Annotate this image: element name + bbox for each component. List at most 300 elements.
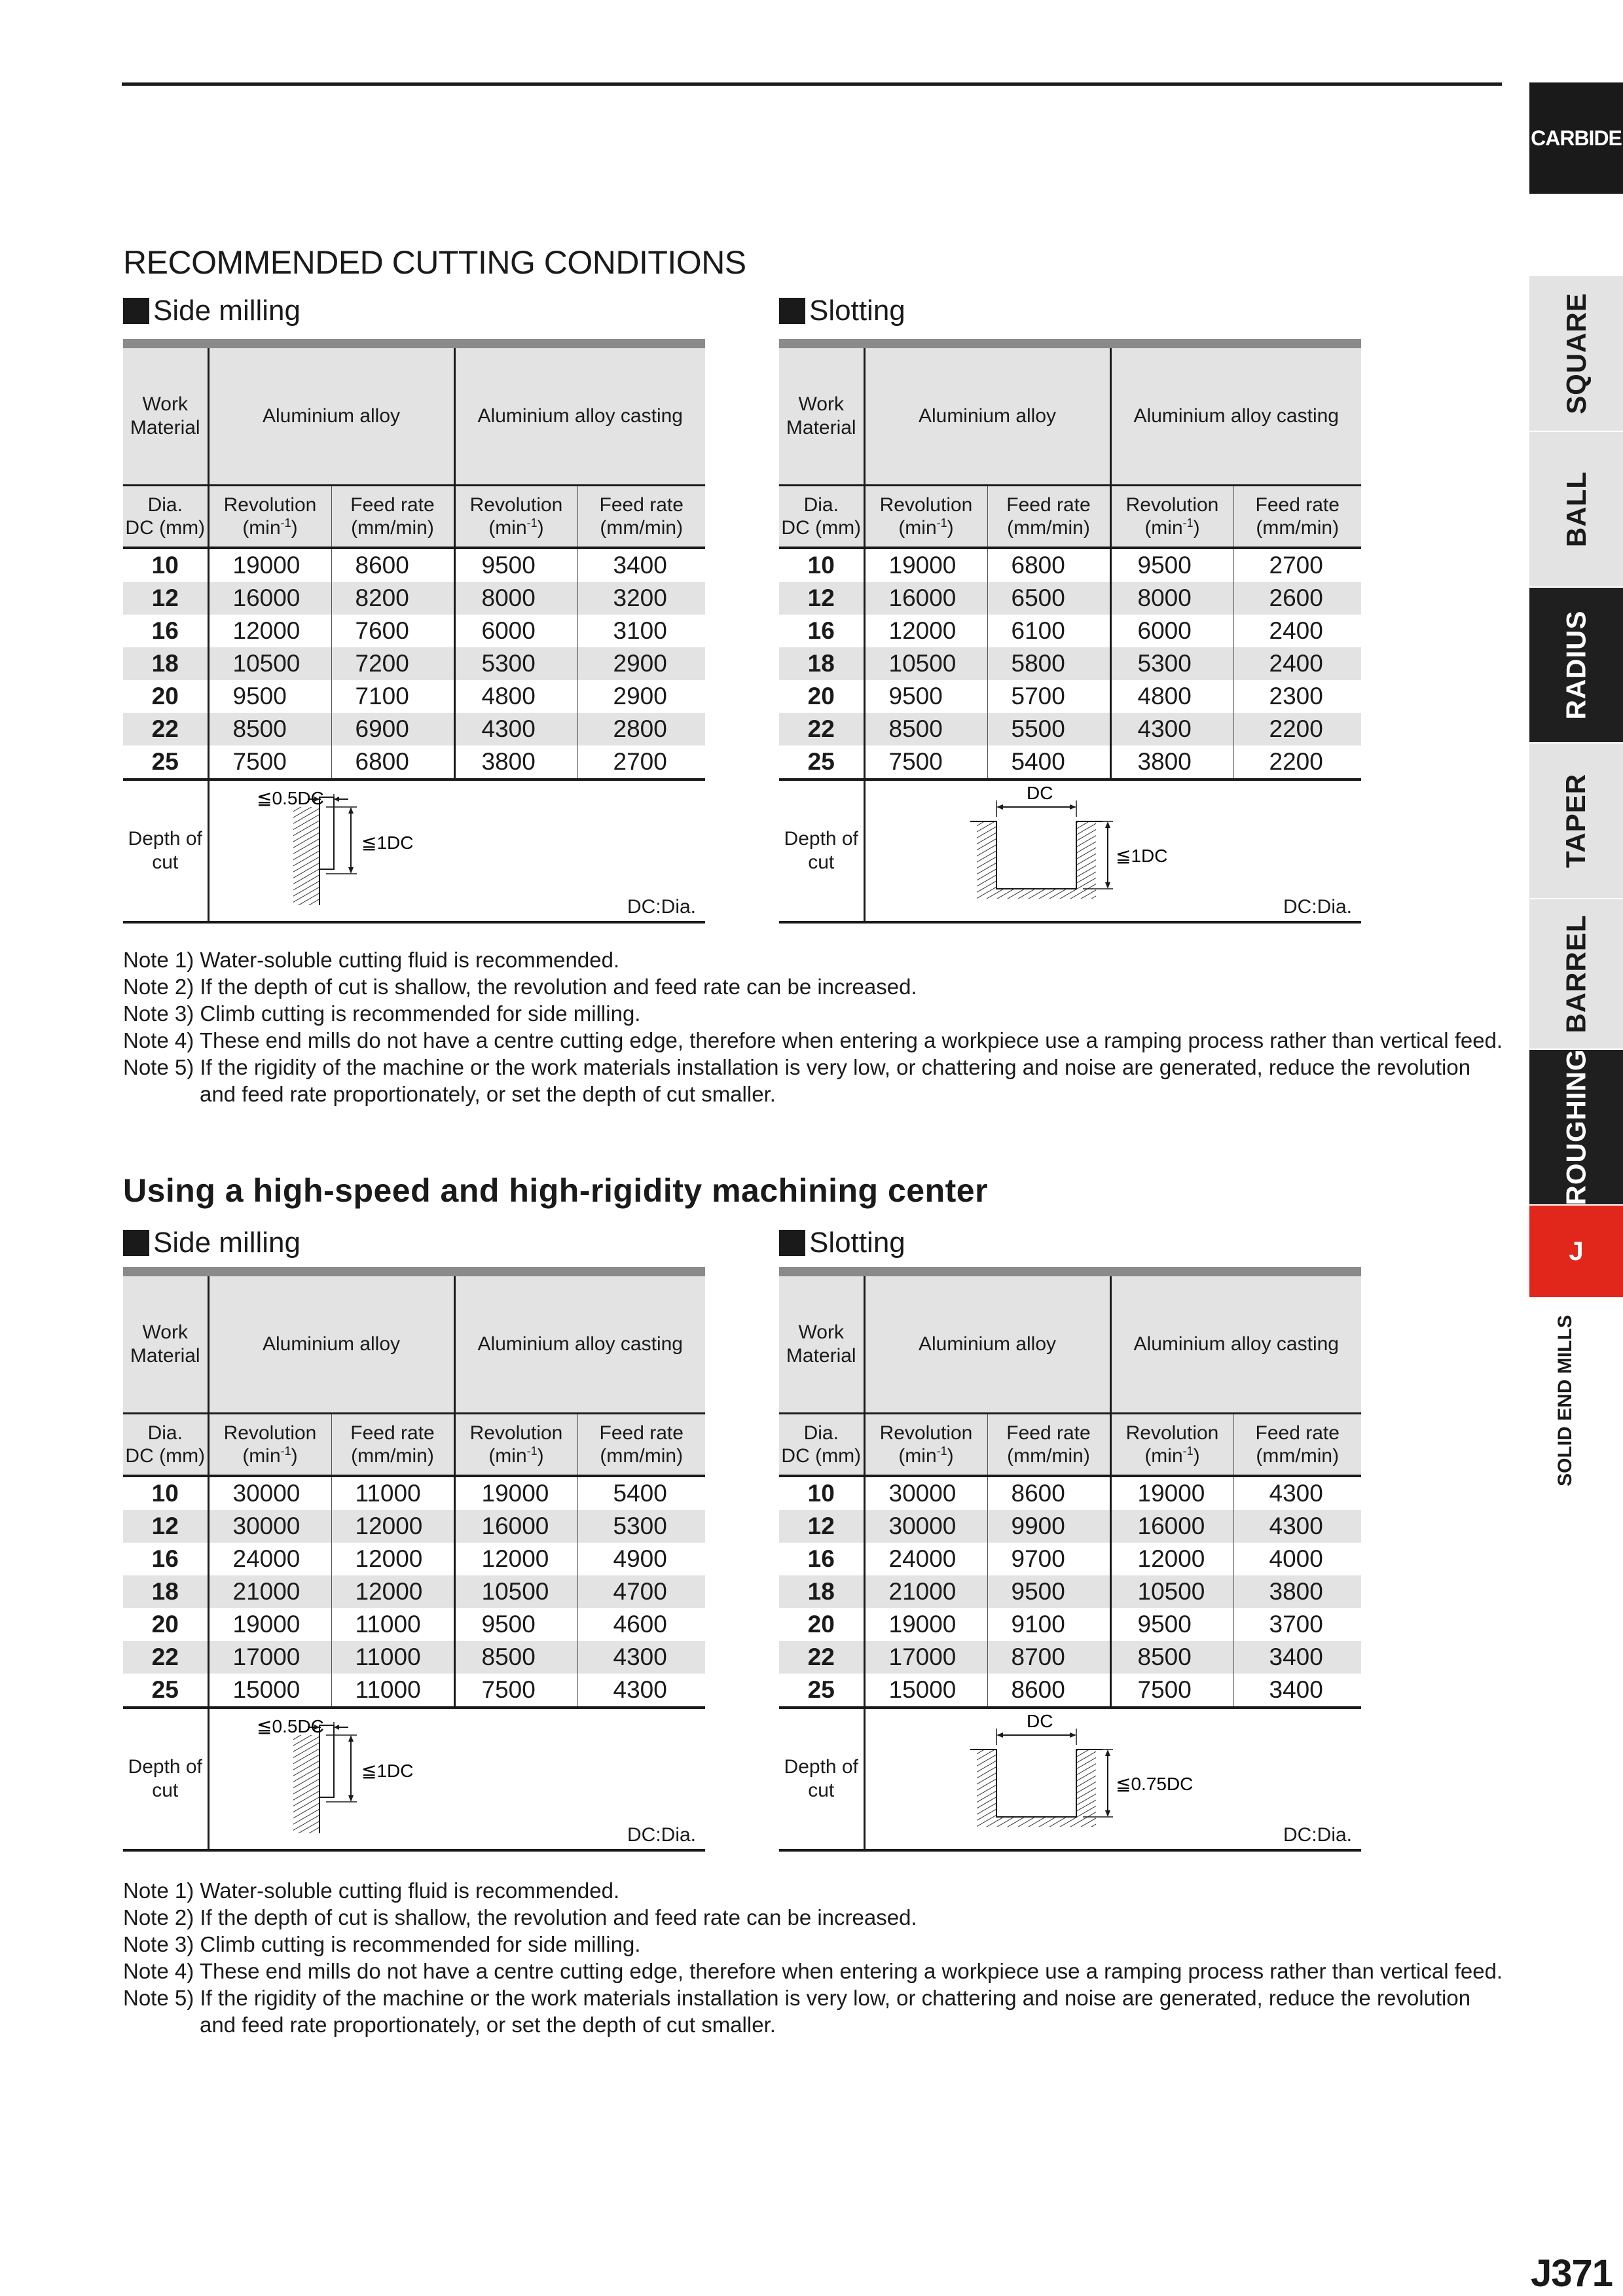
- dc-dia-legend: DC:Dia.: [627, 896, 696, 918]
- dc-dia-legend: DC:Dia.: [627, 1824, 696, 1846]
- dia-cell: 10: [807, 1480, 835, 1507]
- aluminium-alloy-casting-header: Aluminium alloy casting: [1110, 1276, 1361, 1414]
- feed-rate-cell: 2200: [1233, 713, 1361, 745]
- revolution-cell: 15000: [208, 1674, 331, 1708]
- dia-cell: 12: [123, 1510, 208, 1543]
- subtitle-text: Side milling: [153, 1227, 301, 1259]
- work-material-line2: Material: [786, 1345, 856, 1367]
- table-row: [123, 1575, 705, 1608]
- tab-square-label: SQUARE: [1560, 293, 1592, 414]
- work-material-line1: Work: [798, 393, 844, 415]
- column-header-row: [123, 1414, 705, 1477]
- revolution-label: Revolution: [223, 494, 317, 516]
- revolution-header: [1110, 486, 1233, 548]
- feed-rate-cell: 8700: [987, 1641, 1110, 1674]
- revolution-cell: 10500: [208, 647, 331, 680]
- feed-rate-cell: 5700: [987, 680, 1110, 713]
- dia-cell: 12: [779, 1510, 864, 1543]
- feed-rate-cell: 8600: [987, 1674, 1110, 1708]
- feed-rate-cell: 2400: [1233, 647, 1361, 680]
- revolution-cell: 9500: [454, 1608, 577, 1641]
- feed-rate-cell: 5500: [987, 713, 1110, 745]
- feed-rate-cell: 7200: [331, 647, 454, 680]
- feed-rate-unit: (mm/min): [351, 1445, 434, 1467]
- dia-cell: 20: [151, 1611, 179, 1638]
- table-row: [123, 1543, 705, 1575]
- feed-rate-cell: 11000: [331, 1476, 454, 1510]
- revolution-cell: 8000: [1110, 582, 1233, 615]
- feed-rate-cell: 4300: [577, 1641, 705, 1674]
- dia-cell: 22: [123, 1641, 208, 1674]
- feed-rate-cell: 3700: [1233, 1608, 1361, 1641]
- revolution-cell: 17000: [208, 1641, 331, 1674]
- dia-label: Dia.: [147, 494, 183, 516]
- dia-cell: 25: [123, 1674, 208, 1708]
- feed-rate-header: [331, 486, 454, 548]
- table-row: [123, 1674, 705, 1708]
- table-row: [779, 582, 1361, 615]
- section2-left-subtitle: [123, 1227, 301, 1259]
- note-2: Note 2) If the depth of cut is shallow, the revolution and feed rate can be increased.: [123, 1905, 917, 1929]
- aluminium-alloy-header: Aluminium alloy: [864, 1276, 1110, 1414]
- dia-cell: 12: [779, 582, 864, 615]
- section2-right-subtitle: [779, 1227, 905, 1259]
- revolution-cell: 3800: [454, 745, 577, 780]
- tab-radius-label: RADIUS: [1560, 610, 1592, 720]
- slotting-depth-diagram: [866, 781, 1232, 915]
- feed-rate-cell: 2900: [577, 680, 705, 713]
- page-number: J371: [1530, 2252, 1613, 2295]
- feed-rate-cell: 3100: [577, 615, 705, 647]
- depth-of-cut-label: [123, 1708, 208, 1850]
- column-header-row: [779, 1414, 1361, 1477]
- tab-j-active[interactable]: [1529, 1206, 1623, 1297]
- table-row: [779, 615, 1361, 647]
- work-material-line1: Work: [798, 1321, 844, 1343]
- tab-barrel-label: BARREL: [1560, 914, 1592, 1033]
- revolution-cell: 12000: [864, 615, 987, 647]
- note-5-continued: and feed rate proportionately, or set the depth of cut smaller.: [200, 2013, 776, 2037]
- feed-rate-label: Feed rate: [1006, 1422, 1091, 1444]
- section-label: [1529, 1302, 1601, 1499]
- table-row: [779, 680, 1361, 713]
- revolution-unit-exp: -1: [526, 1444, 538, 1458]
- note-3: Note 3) Climb cutting is recommended for side milling.: [123, 1001, 641, 1026]
- feed-rate-cell: 12000: [331, 1510, 454, 1543]
- feed-rate-cell: 2700: [577, 745, 705, 780]
- revolution-cell: 6000: [1110, 615, 1233, 647]
- revolution-unit: (min: [898, 1445, 937, 1467]
- feed-rate-cell: 9100: [987, 1608, 1110, 1641]
- feed-rate-cell: 8600: [987, 1476, 1110, 1510]
- dia-cell: 22: [779, 1641, 864, 1674]
- section1-right-subtitle: [779, 295, 905, 327]
- feed-rate-cell: 5800: [987, 647, 1110, 680]
- square-bullet-icon: [123, 1230, 149, 1256]
- dia-label: Dia.: [803, 494, 839, 516]
- tab-roughing-label: ROUGHING: [1560, 1049, 1592, 1206]
- feed-rate-unit: (mm/min): [351, 517, 434, 539]
- revolution-cell: 16000: [454, 1510, 577, 1543]
- revolution-cell: 10500: [1110, 1575, 1233, 1608]
- dc-dia-legend: DC:Dia.: [1283, 896, 1352, 918]
- feed-rate-cell: 6900: [331, 713, 454, 745]
- feed-rate-cell: 2300: [1233, 680, 1361, 713]
- note-3: Note 3) Climb cutting is recommended for side milling.: [123, 1932, 641, 1956]
- revolution-header: [454, 1414, 577, 1477]
- tab-ball[interactable]: [1529, 432, 1623, 586]
- top-rule: [122, 82, 1502, 86]
- dia-cell: 20: [807, 1611, 835, 1638]
- dia-cell: 18: [123, 1575, 208, 1608]
- feed-rate-cell: 2200: [1233, 745, 1361, 780]
- feed-rate-cell: 2600: [1233, 582, 1361, 615]
- feed-rate-cell: 3200: [577, 582, 705, 615]
- revolution-cell: 10500: [864, 647, 987, 680]
- table-row: [123, 713, 705, 745]
- tab-radius[interactable]: [1529, 588, 1623, 742]
- notes-2: [123, 1877, 1503, 2038]
- revolution-header: [864, 486, 987, 548]
- depth-of-cut-figure: [208, 1708, 705, 1850]
- table-row: [123, 680, 705, 713]
- work-material-line2: Material: [130, 417, 200, 439]
- revolution-unit-exp: -1: [1182, 1444, 1194, 1458]
- revolution-unit-close: ): [947, 1445, 954, 1467]
- tab-j-label: J: [1569, 1236, 1584, 1266]
- note-1: Note 1) Water-soluble cutting fluid is recommended.: [123, 1878, 620, 1903]
- table-row: [779, 1608, 1361, 1641]
- work-material-header: [779, 348, 864, 486]
- revolution-cell: 30000: [208, 1476, 331, 1510]
- feed-rate-cell: 4300: [577, 1674, 705, 1708]
- revolution-cell: 12000: [454, 1543, 577, 1575]
- table-row: [123, 647, 705, 680]
- revolution-unit-exp: -1: [526, 516, 538, 529]
- revolution-cell: 7500: [1110, 1674, 1233, 1708]
- feed-rate-cell: 4700: [577, 1575, 705, 1608]
- revolution-label: Revolution: [879, 1422, 973, 1444]
- revolution-unit-exp: -1: [1182, 516, 1194, 529]
- revolution-cell: 30000: [864, 1476, 987, 1510]
- revolution-cell: 12000: [208, 615, 331, 647]
- feed-rate-cell: 11000: [331, 1641, 454, 1674]
- feed-rate-cell: 4300: [1233, 1510, 1361, 1543]
- dia-cell: 20: [807, 683, 835, 709]
- note-4: Note 4) These end mills do not have a centre cutting edge, therefore when entering a workpiece use a ramping process rather than vertical feed.: [123, 1959, 1503, 1983]
- work-material-header: [779, 1276, 864, 1414]
- feed-rate-cell: 3400: [1233, 1674, 1361, 1708]
- feed-rate-cell: 7100: [331, 680, 454, 713]
- aluminium-alloy-header: Aluminium alloy: [208, 348, 454, 486]
- aluminium-alloy-casting-header: Aluminium alloy casting: [454, 348, 705, 486]
- revolution-unit-close: ): [537, 517, 544, 539]
- feed-rate-header: [987, 1414, 1110, 1477]
- revolution-cell: 12000: [1110, 1543, 1233, 1575]
- revolution-cell: 24000: [208, 1543, 331, 1575]
- dc-mm-label: DC (mm): [125, 1445, 206, 1467]
- dia-cell: 20: [151, 683, 179, 709]
- revolution-header: [864, 1414, 987, 1477]
- section1-left-subtitle: [123, 295, 301, 327]
- table-row: [123, 745, 705, 780]
- work-material-line2: Material: [786, 417, 856, 439]
- revolution-header: [208, 1414, 331, 1477]
- revolution-header: [454, 486, 577, 548]
- revolution-cell: 8500: [454, 1641, 577, 1674]
- feed-rate-unit: (mm/min): [600, 517, 684, 539]
- revolution-unit: (min: [488, 517, 527, 539]
- table-row: [779, 548, 1361, 582]
- depth-of-cut-label: [779, 780, 864, 922]
- workpiece-hatch: [293, 1735, 319, 1833]
- depth-of-cut-row: [779, 780, 1361, 922]
- table-side-milling-1: [123, 339, 705, 924]
- revolution-cell: 8500: [1110, 1641, 1233, 1674]
- feed-rate-unit: (mm/min): [1007, 517, 1090, 539]
- feed-rate-header: [987, 486, 1110, 548]
- top-dim-label: DC: [1026, 783, 1053, 803]
- revolution-cell: 5300: [1110, 647, 1233, 680]
- revolution-cell: 10500: [454, 1575, 577, 1608]
- feed-rate-cell: 6800: [331, 745, 454, 780]
- feed-rate-cell: 3800: [1233, 1575, 1361, 1608]
- revolution-cell: 4300: [454, 713, 577, 745]
- feed-rate-cell: 2800: [577, 713, 705, 745]
- revolution-cell: 17000: [864, 1641, 987, 1674]
- revolution-cell: 9500: [864, 680, 987, 713]
- column-header-row: [779, 486, 1361, 548]
- revolution-unit: (min: [488, 1445, 527, 1467]
- depth-label-line1: Depth of: [128, 1756, 202, 1778]
- table-row: [779, 1674, 1361, 1708]
- feed-rate-cell: 8600: [331, 548, 454, 582]
- right-dim-label: ≦0.75DC: [1115, 1774, 1193, 1794]
- table-row: [779, 1510, 1361, 1543]
- table-side-milling-2: [123, 1267, 705, 1852]
- square-bullet-icon: [779, 298, 805, 324]
- right-dim-label: ≦1DC: [1115, 846, 1167, 866]
- section1-title: RECOMMENDED CUTTING CONDITIONS: [123, 244, 746, 281]
- revolution-cell: 6000: [454, 615, 577, 647]
- feed-rate-cell: 4600: [577, 1608, 705, 1641]
- table-slotting-2: [779, 1267, 1361, 1852]
- revolution-cell: 16000: [208, 582, 331, 615]
- revolution-cell: 3800: [1110, 745, 1233, 780]
- revolution-label: Revolution: [223, 1422, 317, 1444]
- tab-taper[interactable]: [1529, 744, 1623, 898]
- work-material-line2: Material: [130, 1345, 200, 1367]
- depth-label-line1: Depth of: [784, 1756, 858, 1778]
- feed-rate-cell: 5300: [577, 1510, 705, 1543]
- revolution-cell: 7500: [454, 1674, 577, 1708]
- revolution-cell: 5300: [454, 647, 577, 680]
- top-dim-label: DC: [1026, 1711, 1053, 1731]
- subtitle-text: Slotting: [809, 295, 905, 327]
- table-row: [123, 1641, 705, 1674]
- dc-mm-label: DC (mm): [781, 1445, 862, 1467]
- dc-dia-legend: DC:Dia.: [1283, 1824, 1352, 1846]
- table-row: [779, 1641, 1361, 1674]
- depth-label-line2: cut: [808, 852, 835, 873]
- dia-cell: 10: [151, 552, 179, 579]
- tab-roughing[interactable]: [1529, 1050, 1623, 1204]
- feed-rate-header: [1233, 486, 1361, 548]
- revolution-header: [1110, 1414, 1233, 1477]
- revolution-cell: 19000: [864, 548, 987, 582]
- revolution-label: Revolution: [879, 494, 973, 516]
- dia-cell: 16: [151, 617, 179, 644]
- revolution-unit-close: ): [947, 517, 954, 539]
- work-material-header: [123, 1276, 208, 1414]
- revolution-unit: (min: [242, 1445, 281, 1467]
- note-5-continued: and feed rate proportionately, or set the depth of cut smaller.: [200, 1082, 776, 1106]
- revolution-label: Revolution: [1125, 494, 1219, 516]
- table-row: [123, 1476, 705, 1510]
- revolution-unit-close: ): [537, 1445, 544, 1467]
- aluminium-alloy-header: Aluminium alloy: [864, 348, 1110, 486]
- dia-header: [779, 486, 864, 548]
- table-row: [123, 1510, 705, 1543]
- feed-rate-label: Feed rate: [1255, 1422, 1340, 1444]
- revolution-header: [208, 486, 331, 548]
- note-5: Note 5) If the rigidity of the machine or the work materials installation is very low, or chattering and noise are generated, reduce the revolution: [123, 1986, 1471, 2010]
- revolution-unit: (min: [242, 517, 281, 539]
- feed-rate-header: [1233, 1414, 1361, 1477]
- feed-rate-header: [331, 1414, 454, 1477]
- feed-rate-cell: 6800: [987, 548, 1110, 582]
- revolution-label: Revolution: [1125, 1422, 1219, 1444]
- depth-label-line2: cut: [152, 852, 179, 873]
- dia-cell: 16: [151, 1545, 179, 1572]
- section-label-text: SOLID END MILLS: [1554, 1315, 1577, 1486]
- tab-carbide-label: CARBIDE: [1531, 126, 1622, 150]
- feed-rate-cell: 12000: [331, 1575, 454, 1608]
- column-header-row: [123, 486, 705, 548]
- feed-rate-cell: 11000: [331, 1608, 454, 1641]
- revolution-label: Revolution: [469, 494, 563, 516]
- dia-cell: 18: [123, 647, 208, 680]
- aluminium-alloy-casting-header: Aluminium alloy casting: [454, 1276, 705, 1414]
- feed-rate-cell: 4900: [577, 1543, 705, 1575]
- dia-cell: 22: [779, 713, 864, 745]
- revolution-cell: 8000: [454, 582, 577, 615]
- work-material-line1: Work: [142, 1321, 188, 1343]
- aluminium-alloy-header: Aluminium alloy: [208, 1276, 454, 1414]
- section2-title: Using a high-speed and high-rigidity machining center: [123, 1172, 989, 1209]
- feed-rate-cell: 7600: [331, 615, 454, 647]
- revolution-unit-close: ): [1193, 517, 1200, 539]
- feed-rate-cell: 6100: [987, 615, 1110, 647]
- dia-label: Dia.: [147, 1422, 183, 1444]
- feed-rate-cell: 5400: [577, 1476, 705, 1510]
- dc-mm-label: DC (mm): [781, 517, 862, 539]
- table-row: [779, 745, 1361, 780]
- revolution-unit: (min: [1144, 1445, 1183, 1467]
- side-milling-depth-diagram: [210, 781, 576, 915]
- feed-rate-cell: 9900: [987, 1510, 1110, 1543]
- workpiece-hatch: [293, 807, 319, 905]
- revolution-cell: 9500: [1110, 548, 1233, 582]
- feed-rate-cell: 2900: [577, 647, 705, 680]
- feed-rate-cell: 6500: [987, 582, 1110, 615]
- revolution-cell: 4800: [454, 680, 577, 713]
- material-header-row: [779, 1276, 1361, 1414]
- revolution-cell: 21000: [208, 1575, 331, 1608]
- depth-of-cut-row: [123, 780, 705, 922]
- right-dim-label: ≦1DC: [361, 1761, 413, 1781]
- material-header-row: [123, 1276, 705, 1414]
- table-row: [123, 548, 705, 582]
- dia-cell: 16: [807, 617, 835, 644]
- tab-square[interactable]: [1529, 276, 1623, 431]
- feed-rate-header: [577, 486, 705, 548]
- dia-cell: 25: [779, 745, 864, 780]
- revolution-unit-exp: -1: [280, 516, 291, 529]
- note-5: Note 5) If the rigidity of the machine or the work materials installation is very low, or chattering and noise are generated, reduce the revolution: [123, 1055, 1471, 1079]
- tab-barrel[interactable]: [1529, 899, 1623, 1049]
- subtitle-text: Side milling: [153, 295, 301, 327]
- aluminium-alloy-casting-header: Aluminium alloy casting: [1110, 348, 1361, 486]
- feed-rate-unit: (mm/min): [600, 1445, 684, 1467]
- revolution-cell: 19000: [208, 1608, 331, 1641]
- feed-rate-cell: 9700: [987, 1543, 1110, 1575]
- revolution-cell: 4300: [1110, 713, 1233, 745]
- feed-rate-cell: 3400: [577, 548, 705, 582]
- dia-cell: 12: [123, 582, 208, 615]
- feed-rate-header: [577, 1414, 705, 1477]
- revolution-cell: 4800: [1110, 680, 1233, 713]
- tab-carbide[interactable]: [1529, 82, 1623, 194]
- revolution-cell: 7500: [208, 745, 331, 780]
- square-bullet-icon: [123, 298, 149, 324]
- revolution-cell: 19000: [454, 1476, 577, 1510]
- dia-cell: 16: [807, 1545, 835, 1572]
- subtitle-text: Slotting: [809, 1227, 905, 1259]
- material-header-row: [123, 348, 705, 486]
- feed-rate-label: Feed rate: [350, 494, 435, 516]
- feed-rate-cell: 5400: [987, 745, 1110, 780]
- feed-rate-unit: (mm/min): [1007, 1445, 1090, 1467]
- table-row: [123, 582, 705, 615]
- feed-rate-cell: 3400: [1233, 1641, 1361, 1674]
- revolution-label: Revolution: [469, 1422, 563, 1444]
- feed-rate-cell: 4300: [1233, 1476, 1361, 1510]
- dia-header: [123, 1414, 208, 1477]
- revolution-unit-exp: -1: [936, 1444, 947, 1458]
- feed-rate-label: Feed rate: [1006, 494, 1091, 516]
- depth-of-cut-figure: [864, 1708, 1361, 1850]
- revolution-cell: 16000: [864, 582, 987, 615]
- feed-rate-cell: 2700: [1233, 548, 1361, 582]
- feed-rate-unit: (mm/min): [1256, 1445, 1340, 1467]
- tab-ball-label: BALL: [1560, 471, 1592, 547]
- note-4: Note 4) These end mills do not have a centre cutting edge, therefore when entering a workpiece use a ramping process rather than vertical feed.: [123, 1028, 1503, 1052]
- depth-label-line2: cut: [152, 1780, 179, 1801]
- table-slotting-1: [779, 339, 1361, 924]
- feed-rate-label: Feed rate: [599, 1422, 684, 1444]
- feed-rate-cell: 9500: [987, 1575, 1110, 1608]
- revolution-unit-close: ): [291, 517, 298, 539]
- revolution-cell: 8500: [864, 713, 987, 745]
- square-bullet-icon: [779, 1230, 805, 1256]
- feed-rate-label: Feed rate: [599, 494, 684, 516]
- revolution-cell: 21000: [864, 1575, 987, 1608]
- work-material-header: [123, 348, 208, 486]
- feed-rate-label: Feed rate: [1255, 494, 1340, 516]
- feed-rate-cell: 11000: [331, 1674, 454, 1708]
- depth-of-cut-figure: [864, 780, 1361, 922]
